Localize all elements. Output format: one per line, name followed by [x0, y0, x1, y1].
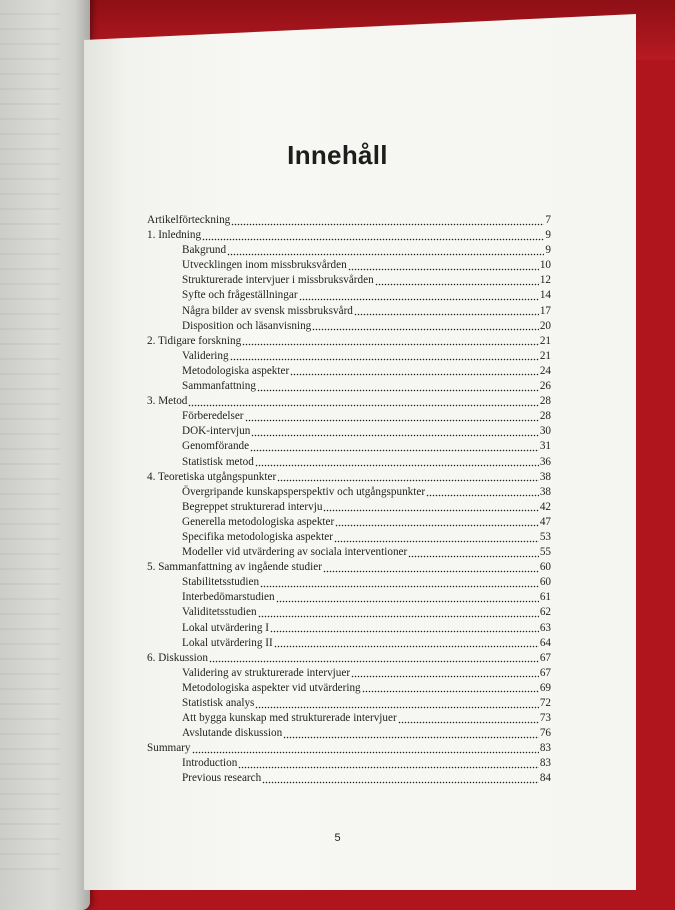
toc-entry-title: Validering	[182, 349, 229, 362]
dot-leader	[283, 729, 539, 739]
toc-entry-title: Bakgrund	[182, 244, 227, 257]
toc-subentry	[147, 605, 551, 620]
toc-subentry	[147, 666, 551, 681]
toc-entry-page: 67	[539, 651, 551, 664]
toc-entry-page: 12	[539, 274, 551, 287]
toc-entry-title: Begreppet strukturerad intervju	[182, 500, 323, 513]
dot-leader	[270, 623, 539, 633]
toc-entry	[147, 334, 551, 349]
toc-entry-title: 5. Sammanfattning av ingående studier	[147, 561, 322, 574]
dot-leader	[231, 216, 544, 226]
toc-entry-title: Syfte och frågeställningar	[182, 289, 298, 302]
dot-leader	[276, 593, 539, 603]
toc-entry-page: 24	[539, 364, 551, 377]
dot-leader	[348, 261, 539, 271]
toc-entry-page: 84	[539, 772, 551, 785]
toc-subentry	[147, 288, 551, 303]
dot-leader	[202, 231, 544, 241]
toc-entry-page: 36	[539, 455, 551, 468]
toc-entry-title: Specifika metodologiska aspekter	[182, 530, 333, 543]
toc-entry-page: 60	[539, 561, 551, 574]
toc-entry-page: 31	[539, 440, 551, 453]
toc-entry-page: 21	[539, 334, 551, 347]
dot-leader	[312, 321, 539, 331]
toc-entry-page: 76	[539, 727, 551, 740]
dot-leader	[354, 306, 539, 316]
dot-leader	[362, 683, 539, 693]
dot-leader	[245, 412, 539, 422]
toc-subentry	[147, 379, 551, 394]
toc-entry-title: Introduction	[182, 757, 238, 770]
toc-entry-title: Sammanfattning	[182, 380, 256, 393]
toc-entry-page: 26	[539, 380, 551, 393]
toc-entry-page: 9	[545, 244, 551, 257]
toc-subentry	[147, 409, 551, 424]
toc-subentry	[147, 364, 551, 379]
toc-entry	[147, 651, 551, 666]
toc-entry-title: Metodologiska aspekter	[182, 364, 290, 377]
toc-entry-page: 38	[539, 470, 551, 483]
dot-leader	[277, 472, 539, 482]
toc-entry	[147, 741, 551, 756]
toc-entry-page: 63	[539, 621, 551, 634]
toc-entry-title: 1. Inledning	[147, 229, 202, 242]
toc-subentry	[147, 545, 551, 560]
toc-entry-title: Utvecklingen inom missbruksvården	[182, 259, 347, 272]
toc-entry-page: 42	[539, 500, 551, 513]
page-title: Innehåll	[287, 140, 388, 170]
toc-entry-title: Generella metodologiska aspekter	[182, 515, 335, 528]
dot-leader	[209, 653, 539, 663]
dot-leader	[408, 548, 539, 558]
toc-entry-page: 7	[545, 214, 551, 226]
toc-entry-page: 83	[539, 742, 551, 755]
toc-entry-title: Stabilitetsstudien	[182, 576, 260, 589]
toc-entry-page: 38	[539, 485, 551, 498]
toc-subentry	[147, 621, 551, 636]
dot-leader	[238, 759, 539, 769]
dot-leader	[426, 487, 539, 497]
dot-leader	[335, 517, 539, 527]
dot-leader	[299, 291, 539, 301]
toc-entry-title: Validitetsstudien	[182, 606, 257, 619]
toc-entry-page: 62	[539, 606, 551, 619]
toc-subentry	[147, 696, 551, 711]
toc-entry-title: Statistisk analys	[182, 697, 255, 709]
dot-leader	[375, 276, 539, 286]
dot-leader	[250, 442, 539, 452]
toc-entry-page: 61	[539, 591, 551, 604]
toc-entry-page: 72	[539, 697, 551, 709]
toc-entry-page: 67	[539, 666, 551, 679]
toc-entry-title: Statistisk metod	[182, 455, 254, 468]
dot-leader	[274, 638, 539, 648]
toc-entry-page: 9	[545, 229, 551, 242]
toc-subentry	[147, 515, 551, 530]
toc-entry-title: Validering av strukturerade intervjuer	[182, 666, 351, 679]
toc-entry-page: 28	[539, 395, 551, 408]
toc-entry-title: Avslutande diskussion	[182, 727, 283, 740]
toc-entry-title: 2. Tidigare forskning	[147, 334, 242, 347]
toc-entry-title: Genomförande	[182, 440, 250, 453]
toc-entry-title: 4. Teoretiska utgångspunkter	[147, 470, 277, 483]
toc-entry-page: 14	[539, 289, 551, 302]
toc-entry-title: Summary	[147, 742, 191, 755]
toc-entry-page: 55	[539, 546, 551, 559]
toc-entry-title: Disposition och läsanvisning	[182, 319, 312, 332]
toc-entry	[147, 394, 551, 409]
toc-entry-title: Modeller vid utvärdering av sociala interventioner	[182, 546, 408, 559]
toc-entry-page: 30	[539, 425, 551, 438]
toc-subentry	[147, 756, 551, 771]
toc-entry-page: 20	[539, 319, 551, 332]
toc-entry-title: Metodologiska aspekter vid utvärdering	[182, 681, 361, 694]
dot-leader	[290, 366, 539, 376]
toc-entry-page: 47	[539, 515, 551, 528]
toc-entry-title: Previous research	[182, 772, 262, 785]
toc-entry-page: 53	[539, 530, 551, 543]
page-number: 5	[334, 832, 341, 844]
dot-leader	[398, 714, 539, 724]
dot-leader	[242, 336, 539, 346]
toc-entry	[147, 470, 551, 485]
toc-subentry	[147, 243, 551, 258]
toc-subentry	[147, 485, 551, 500]
toc-entry-title: Några bilder av svensk missbruksvård	[182, 304, 353, 317]
toc-subentry	[147, 304, 551, 319]
toc-entry-page: 64	[539, 636, 551, 649]
toc-entry-title: Förberedelser	[182, 410, 244, 423]
toc-entry-title: DOK-intervjun	[182, 425, 251, 438]
toc-entry-title: Interbedömarstudien	[182, 591, 275, 604]
toc-subentry	[147, 711, 551, 726]
toc-entry	[147, 213, 551, 228]
toc-subentry	[147, 771, 551, 786]
dot-leader	[323, 502, 538, 512]
dot-leader	[351, 668, 539, 678]
table-of-contents	[147, 213, 551, 787]
toc-subentry	[147, 575, 551, 590]
toc-subentry	[147, 455, 551, 470]
toc-entry-page: 60	[539, 576, 551, 589]
toc-entry-title: Övergripande kunskapsperspektiv och utgångspunkter	[182, 485, 426, 498]
toc-entry-page: 28	[539, 410, 551, 423]
dot-leader	[258, 608, 539, 618]
dot-leader	[230, 351, 539, 361]
toc-entry	[147, 560, 551, 575]
toc-entry-title: 6. Diskussion	[147, 651, 208, 664]
left-page-edge	[0, 0, 90, 910]
dot-leader	[257, 382, 539, 392]
toc-entry-page: 73	[539, 712, 551, 725]
toc-entry-page: 10	[539, 259, 551, 272]
toc-subentry	[147, 636, 551, 651]
toc-subentry	[147, 424, 551, 439]
toc-subentry	[147, 319, 551, 334]
dot-leader	[227, 246, 544, 256]
dot-leader	[334, 533, 539, 543]
toc-entry-title: Lokal utvärdering I	[182, 621, 269, 634]
toc-entry-page: 69	[539, 681, 551, 694]
dot-leader	[260, 578, 539, 588]
toc-subentry	[147, 258, 551, 273]
toc-entry-page: 21	[539, 349, 551, 362]
toc-entry	[147, 228, 551, 243]
toc-subentry	[147, 726, 551, 741]
toc-subentry	[147, 439, 551, 454]
toc-entry-title: Artikelförteckning	[147, 214, 231, 226]
dot-leader	[262, 774, 539, 784]
toc-subentry	[147, 530, 551, 545]
toc-entry-title: Lokal utvärdering II	[182, 636, 273, 649]
dot-leader	[255, 457, 539, 467]
toc-entry-title: Strukturerade intervjuer i missbruksvården	[182, 274, 374, 287]
dot-leader	[251, 427, 538, 437]
dot-leader	[255, 699, 538, 709]
toc-subentry	[147, 681, 551, 696]
toc-entry-page: 17	[539, 304, 551, 317]
dot-leader	[323, 563, 539, 573]
dot-leader	[192, 744, 539, 754]
toc-subentry	[147, 590, 551, 605]
toc-subentry	[147, 500, 551, 515]
dot-leader	[188, 397, 538, 407]
toc-subentry	[147, 349, 551, 364]
toc-subentry	[147, 273, 551, 288]
toc-entry-title: Att bygga kunskap med strukturerade intervjuer	[182, 712, 397, 725]
toc-entry-title: 3. Metod	[147, 395, 188, 408]
toc-entry-page: 83	[539, 757, 551, 770]
